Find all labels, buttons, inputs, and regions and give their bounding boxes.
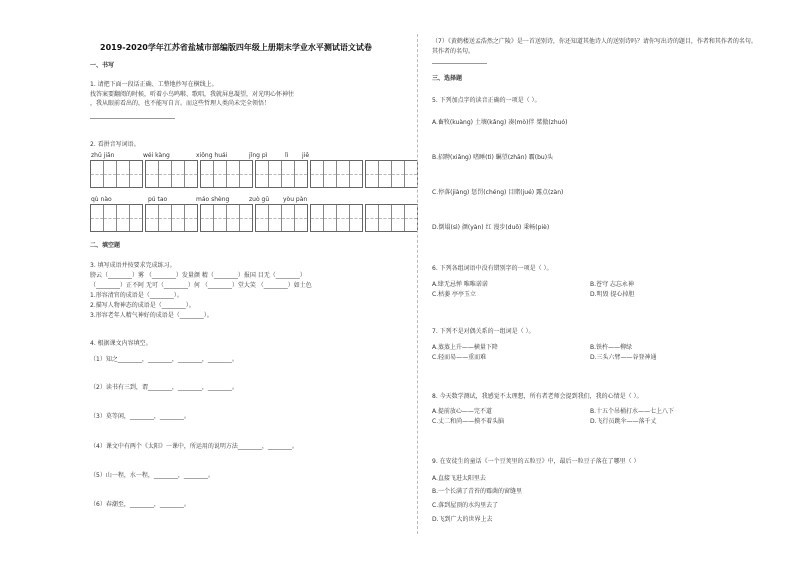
- character-box-pair[interactable]: [200, 204, 253, 232]
- choice-option[interactable]: B.招聘(xiǎng) 嗜睡(tì) 瞩望(zhān) 霸(bu)头: [432, 154, 554, 161]
- question-3-line: （________）正不阿 无可（________）何 （________）堂大笑 （________）如土色: [90, 282, 312, 289]
- choice-option[interactable]: A.畜牧(kuàng) 土壤(kǎng) 凑(mò)伴 桀傲(zhuó): [432, 119, 568, 126]
- character-box-pair[interactable]: [145, 160, 198, 188]
- choice-option[interactable]: B.一个长满了青苔的霉菌的窗缝里: [432, 488, 523, 495]
- character-box-pair[interactable]: [200, 160, 253, 188]
- question-4-item-7: （7）《黄鹤楼送孟浩然之广陵》是一首送别诗，你还知道其他诗人的送别诗吗？请你写出诗的题目，作者和其作者的名句。: [432, 38, 757, 45]
- question-1-text-line2: ，我从眼前看出的，也不能写自言。而这些哲理人类尚未完全领悟！: [90, 100, 271, 107]
- question-3-line: 膀云（________）雾 （________）发量颜 精（________）报国 目无（________）: [90, 272, 306, 279]
- choice-option[interactable]: B.铁杵——柳绿: [590, 344, 633, 351]
- choice-option[interactable]: D.飞到广大的世界上去: [432, 516, 493, 523]
- question-3-line: 3.形容老年人精气神好的成语是（________）。: [90, 312, 213, 319]
- pinyin-label: qù nào: [91, 196, 112, 203]
- column-divider: [417, 34, 418, 534]
- pinyin-writing-grid-row-2: [90, 204, 418, 232]
- pinyin-label: zhū jiān: [91, 152, 115, 159]
- pinyin-label: yòu pàn: [283, 196, 308, 203]
- choice-option[interactable]: C.落到屋顶的水沟里去了: [432, 502, 499, 509]
- pinyin-label: jiě: [302, 152, 310, 159]
- question-7-prompt: 7. 下列不是对偶关系的一组词是（ ）。: [432, 328, 535, 335]
- choice-option[interactable]: D.三头六臂——谷登神通: [590, 354, 657, 361]
- pinyin-label: wéi kàng: [143, 152, 170, 159]
- question-4-item: （3）莫等闲，________，________。: [90, 413, 190, 420]
- character-box-pair[interactable]: [145, 204, 198, 232]
- question-8-prompt: 8. 今天数学测试，我感觉不太理想，所有者老师会提到我们，我的心情是（ ）。: [432, 393, 643, 400]
- pinyin-label: pú tao: [148, 196, 168, 203]
- question-3-line: 1.形容清官的成语是（________）。: [90, 292, 183, 299]
- question-4-prompt: 4. 根据课文内容填空。: [90, 340, 152, 347]
- pinyin-label: zuò gū: [249, 196, 270, 203]
- question-1-text-line1: 找答案要翻阅的时候，听着小鸟鸣啭、歌唱，我就屏息凝望，对光明心怀神往: [90, 91, 295, 98]
- question-4-item: （4）课文中有两个《太阳》一课中，所运用的说明方法________，________。: [90, 443, 298, 450]
- question-6-prompt: 6. 下列各组词语中没有错别字的一项是（ ）。: [432, 265, 553, 272]
- choice-option[interactable]: A.蒸蒸上升——横量下降: [432, 344, 498, 351]
- choice-option[interactable]: A.直接飞进太阳里去: [432, 475, 486, 482]
- character-box-pair[interactable]: [365, 160, 418, 188]
- character-box-pair[interactable]: [365, 204, 418, 232]
- choice-option[interactable]: C.轻而易——重而难: [432, 354, 487, 361]
- choice-option[interactable]: D.飞行员跳伞——落千丈: [590, 418, 657, 425]
- character-box-pair[interactable]: [255, 160, 308, 188]
- section-heading-choice: 三、选择题: [432, 75, 463, 82]
- choice-option[interactable]: C.停落(jiàng) 惩罚(chéng) 目睹(jué) 露点(zàn): [432, 189, 564, 196]
- question-4-item-7-cont: 其作者的名句。: [432, 48, 475, 55]
- question-4-item: （2）读书有三到，谓________，________，________。: [90, 384, 238, 391]
- question-1-prompt: 1. 请把下面一段话正确、工整地抄写在横线上。: [90, 81, 218, 88]
- page-title: 2019-2020学年江苏省盐城市部编版四年级上册期末学业水平测试语文试卷: [100, 43, 372, 52]
- answer-line[interactable]: [432, 63, 487, 64]
- question-3-line: 2.描写人物神态的成语是（________）。: [90, 302, 195, 309]
- question-9-prompt: 9. 在安徒生的童话《一个豆荚里的五粒豆》中，最后一粒豆子落在了哪里（ ）: [432, 458, 640, 465]
- choice-option[interactable]: A.肆无忌惮 唯唯诺诺: [432, 281, 488, 288]
- question-5-prompt: 5. 下列加点字的读音正确的一项是（ ）。: [432, 97, 541, 104]
- choice-option[interactable]: B.十五个吊桶打水——七上八下: [590, 408, 675, 415]
- question-3-prompt: 3. 填写成语并按要求完成练习。: [90, 262, 176, 269]
- question-2-prompt: 2. 看拼音写词语。: [90, 141, 140, 148]
- pinyin-label: máo shèng: [196, 196, 230, 203]
- question-4-item: （5）山一程，水一程，________，________。: [90, 472, 214, 479]
- pinyin-label: jǐng pì: [249, 152, 268, 159]
- choice-option[interactable]: D.倒塌(sì) 颜(yàn) 红 漫步(duō) 秉畅(piè): [432, 224, 550, 231]
- choice-option[interactable]: D.明毁 提心掉胆: [590, 291, 635, 298]
- pinyin-label: xiōng huái: [196, 152, 228, 159]
- choice-option[interactable]: A.提前放心——完不道: [432, 408, 492, 415]
- pinyin-writing-grid-row-1: [90, 160, 418, 188]
- section-heading-writing: 一、书写: [90, 62, 115, 69]
- answer-line[interactable]: [90, 118, 175, 119]
- choice-option[interactable]: B.苍穹 志忘永神: [590, 281, 634, 288]
- choice-option[interactable]: C.丈二和尚——摸不着头脑: [432, 418, 505, 425]
- choice-option[interactable]: C.枯萎 亭亭玉立: [432, 291, 477, 298]
- character-box-pair[interactable]: [90, 204, 143, 232]
- pinyin-label: lì: [285, 152, 289, 159]
- question-4-item: （1）知之________，________，________，________。: [90, 356, 238, 363]
- character-box-pair[interactable]: [310, 160, 363, 188]
- question-4-item: （6）春潮至，________，________。: [90, 501, 190, 508]
- section-heading-fill-in: 二、填空题: [90, 242, 121, 249]
- character-box-pair[interactable]: [90, 160, 143, 188]
- character-box-pair[interactable]: [255, 204, 308, 232]
- character-box-pair[interactable]: [310, 204, 363, 232]
